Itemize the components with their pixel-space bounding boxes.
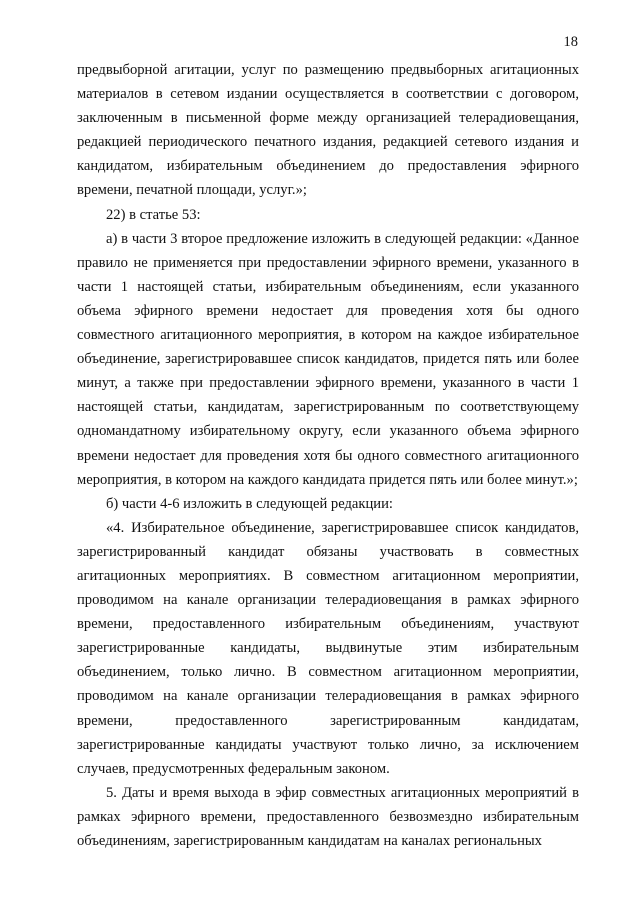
paragraph-5: «4. Избирательное объединение, зарегистрировавшее список кандидатов, зарегистрированный кандидат обязаны участвовать в совместных агитационных мероприятиях. В совместном агитационном мероприятии, проводимом на канале организации телерадиовещания в рамках эфирного времени, предоставленного избирательным объединениям, участвуют зарегистрированные кандидаты, выдвинутые этим избирательным объединением, только лично. В совместном агитационном мероприятии, проводимом на канале организации телерадиовещания в рамках эфирного времени, предоставленного зарегистрированным кандидатам, зарегистрированные кандидаты участвуют только лично, за исключением случаев, предусмотренных федеральным законом. [77,519,579,777]
paragraph-6: 5. Даты и время выхода в эфир совместных агитационных мероприятий в рамках эфирного времени, предоставленного безвозмездно избирательным объединениям, зарегистрированным кандидатам на каналах региональных [77,784,579,849]
paragraph-4: б) части 4-6 изложить в следующей редакции: [106,495,393,512]
paragraph-2: 22) в статье 53: [106,206,201,223]
page-number: 18 [563,34,578,50]
document-body [77,58,579,853]
paragraph-3: а) в части 3 второе предложение изложить в следующей редакции: «Данное правило не применяется при предоставлении эфирного времени, указанного в части 1 настоящей статьи, избирательным объединениям, если указанного объема эфирного времени недостает для проведения хотя бы одного совместного агитационного мероприятия, в котором на каждое избирательное объединение, зарегистрировавшее список кандидатов, придется пять или более минут, а также при предоставлении эфирного времени, указанного в части 1 настоящей статьи, кандидатам, зарегистрированным по соответствующему одномандатному избирательному округу, если указанного объема эфирного времени недостает для проведения хотя бы одного совместного агитационного мероприятия, в котором на каждого кандидата придется пять или более минут.»; [77,230,579,488]
paragraph-1: предвыборной агитации, услуг по размещению предвыборных агитационных материалов в сетевом издании осуществляется в соответствии с договором, заключенным в письменной форме между организацией телерадиовещания, редакцией периодического печатного издания, редакцией сетевого издания и кандидатом, избирательным объединением до предоставления эфирного времени, печатной площади, услуг.»; [77,62,579,199]
